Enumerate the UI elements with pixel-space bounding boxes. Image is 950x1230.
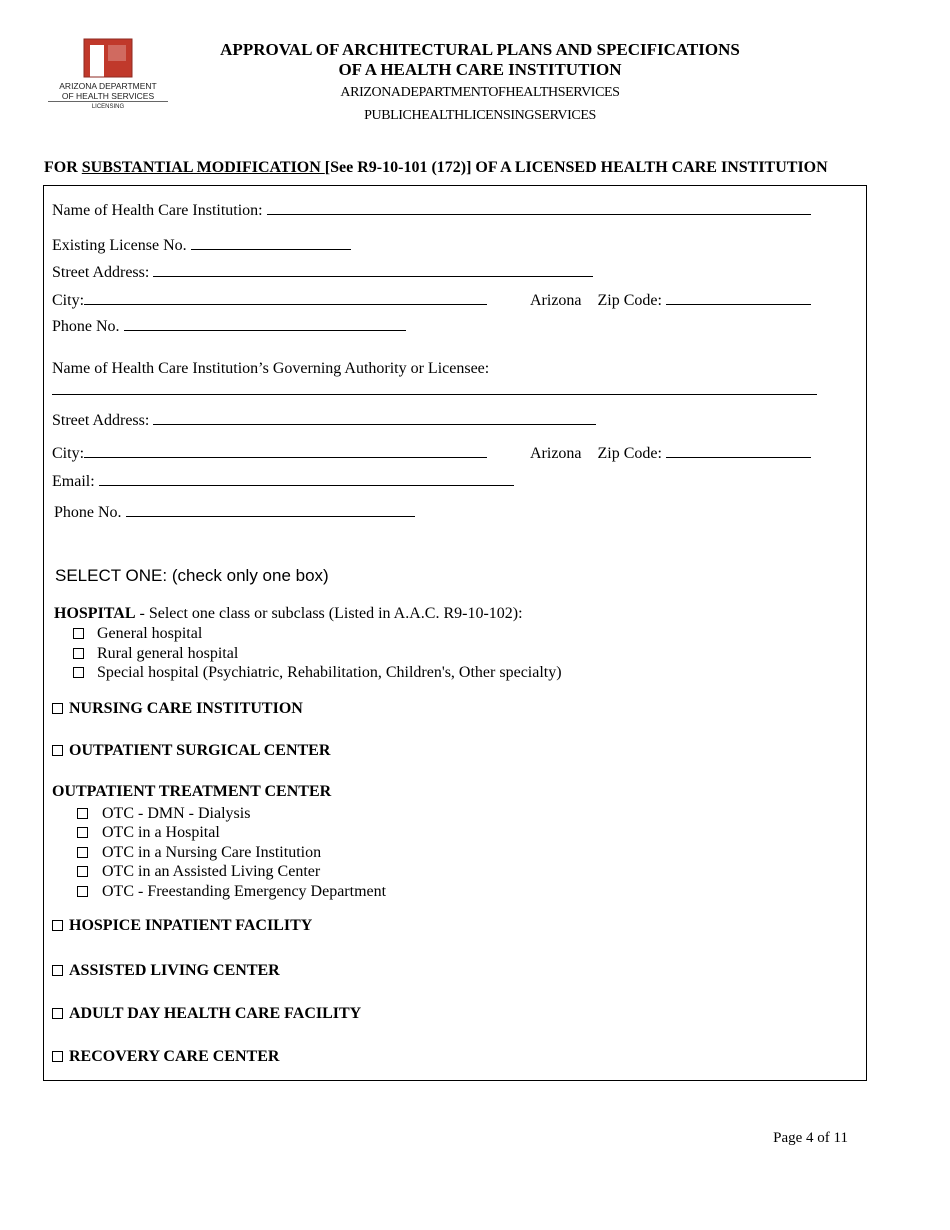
option-label: ASSISTED LIVING CENTER [69, 962, 280, 979]
checkbox-icon[interactable] [77, 886, 88, 897]
street2-label: Street Address: [52, 412, 150, 429]
logo-mark-icon [44, 36, 172, 80]
street-row [52, 262, 593, 283]
hospital-label: HOSPITAL [54, 605, 136, 622]
checkbox-icon[interactable] [52, 745, 63, 756]
checkbox-icon[interactable] [73, 648, 84, 659]
logo-line2: OF HEALTH SERVICES [61, 91, 155, 101]
city2-field[interactable] [84, 443, 487, 458]
option-adult-day[interactable] [52, 1004, 361, 1024]
otc-heading: OUTPATIENT TREATMENT CENTER [52, 783, 332, 800]
form-subtitle [44, 159, 828, 177]
street2-field[interactable] [153, 410, 596, 425]
otc-option-emergency[interactable] [77, 882, 386, 902]
option-hospice[interactable] [52, 916, 312, 936]
email-label: Email: [52, 473, 95, 490]
logo-divider [48, 101, 168, 102]
option-label: Special hospital (Psychiatric, Rehabilitation, Children's, Other specialty) [97, 664, 562, 681]
checkbox-icon[interactable] [73, 667, 84, 678]
form-title-line2: OF A HEALTH CARE INSTITUTION [338, 60, 622, 79]
select-one-heading: SELECT ONE: (check only one box) [55, 566, 329, 585]
hospital-option-general[interactable] [73, 624, 202, 644]
authority-label: Name of Health Care Institution’s Governing Authority or Licensee: [52, 360, 490, 377]
institution-name-field[interactable] [267, 200, 811, 215]
subtitle-suffix: [See R9-10-101 (172)] OF A LICENSED HEALTH CARE INSTITUTION [324, 159, 828, 176]
division-name: PUBLICHEALTHLICENSINGSERVICES [364, 108, 596, 123]
checkbox-icon[interactable] [73, 628, 84, 639]
hospital-desc: - Select one class or subclass (Listed in A.A.C. R9-10-102): [135, 605, 523, 622]
option-assisted-living[interactable] [52, 961, 280, 981]
department-name: ARIZONADEPARTMENTOFHEALTHSERVICES [340, 85, 620, 100]
option-recovery[interactable] [52, 1047, 279, 1067]
option-label: HOSPICE INPATIENT FACILITY [69, 917, 313, 934]
option-label: OUTPATIENT SURGICAL CENTER [69, 742, 331, 759]
hospital-heading [54, 604, 523, 624]
zip2-label: Zip Code: [597, 445, 662, 462]
logo-line3: LICENSING [91, 104, 125, 110]
authority-field[interactable] [52, 394, 817, 395]
logo-line1: ARIZONA DEPARTMENT [59, 81, 157, 91]
checkbox-icon[interactable] [52, 965, 63, 976]
subtitle-underlined: SUBSTANTIAL MODIFICATION [81, 159, 325, 176]
state2-zip2-row [530, 443, 811, 464]
otc-option-hospital[interactable] [77, 823, 220, 843]
subtitle-prefix: FOR [44, 159, 82, 176]
otc-option-assisted[interactable] [77, 862, 320, 882]
option-label: General hospital [97, 625, 203, 642]
zip-label: Zip Code: [597, 292, 662, 309]
adhs-logo [44, 36, 172, 116]
zip2-field[interactable] [666, 443, 811, 458]
license-field[interactable] [191, 235, 351, 250]
form-title-line1: APPROVAL OF ARCHITECTURAL PLANS AND SPECIFICATIONS [220, 40, 740, 59]
option-label: NURSING CARE INSTITUTION [69, 700, 303, 717]
city-row [52, 290, 487, 311]
option-label: OTC - DMN - Dialysis [102, 805, 251, 822]
option-label: OTC in a Hospital [102, 824, 220, 841]
license-label: Existing License No. [52, 237, 187, 254]
institution-name-row [52, 200, 811, 221]
city2-row [52, 443, 487, 464]
phone-label: Phone No. [52, 318, 120, 335]
phone-field[interactable] [124, 316, 406, 331]
zip-field[interactable] [666, 290, 811, 305]
phone2-field[interactable] [126, 502, 415, 517]
checkbox-icon[interactable] [52, 920, 63, 931]
institution-name-label: Name of Health Care Institution: [52, 202, 263, 219]
checkbox-icon[interactable] [52, 703, 63, 714]
state2-label: Arizona [530, 445, 582, 462]
email-field[interactable] [99, 471, 514, 486]
hospital-option-rural[interactable] [73, 644, 238, 664]
state-zip-row [530, 290, 811, 311]
page-number: Page 4 of 11 [773, 1130, 848, 1146]
phone2-row [54, 502, 415, 523]
city2-label: City: [52, 445, 85, 462]
option-outpatient-surgical[interactable] [52, 741, 330, 761]
option-label: OTC - Freestanding Emergency Department [102, 883, 387, 900]
option-label: OTC in an Assisted Living Center [102, 863, 321, 880]
city-label: City: [52, 292, 85, 309]
phone-row [52, 316, 406, 337]
state-label: Arizona [530, 292, 582, 309]
street-label: Street Address: [52, 264, 150, 281]
street2-row [52, 410, 596, 431]
hospital-option-special[interactable] [73, 663, 562, 683]
checkbox-icon[interactable] [77, 866, 88, 877]
option-label: OTC in a Nursing Care Institution [102, 844, 322, 861]
otc-option-dialysis[interactable] [77, 804, 250, 824]
license-row [52, 235, 351, 256]
option-label: RECOVERY CARE CENTER [69, 1048, 280, 1065]
checkbox-icon[interactable] [77, 827, 88, 838]
checkbox-icon[interactable] [77, 808, 88, 819]
street-field[interactable] [153, 262, 593, 277]
option-label: ADULT DAY HEALTH CARE FACILITY [69, 1005, 362, 1022]
checkbox-icon[interactable] [52, 1051, 63, 1062]
otc-option-nursing[interactable] [77, 843, 321, 863]
email-row [52, 471, 514, 492]
checkbox-icon[interactable] [52, 1008, 63, 1019]
option-nursing[interactable] [52, 699, 303, 719]
option-label: Rural general hospital [97, 645, 239, 662]
checkbox-icon[interactable] [77, 847, 88, 858]
city-field[interactable] [84, 290, 487, 305]
phone2-label: Phone No. [54, 504, 122, 521]
